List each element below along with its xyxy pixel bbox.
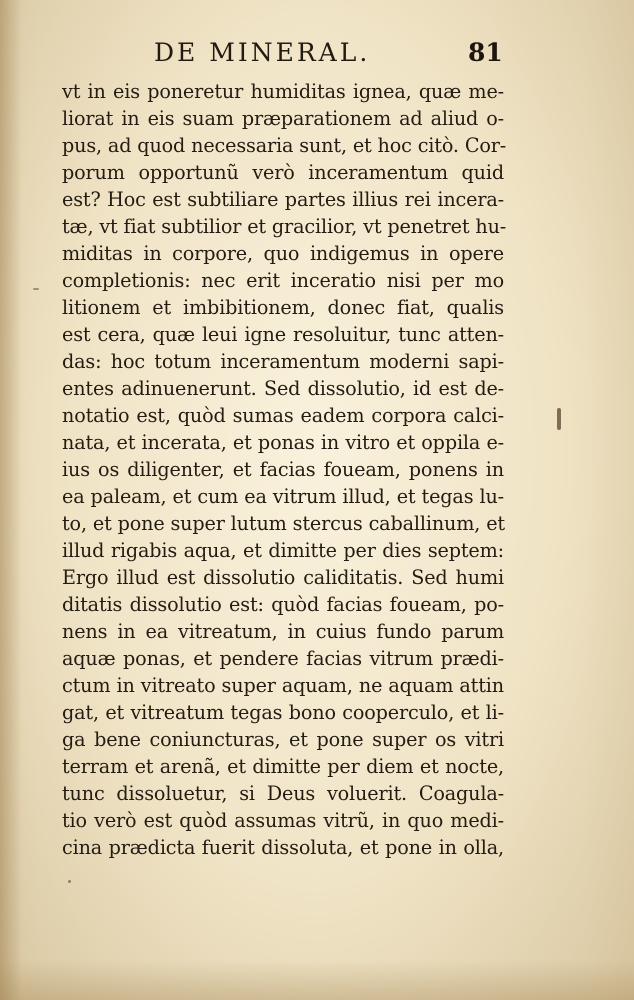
text-line: est? Hoc est subtiliare partes illius rei incera- [62,188,504,211]
ink-speck [68,880,71,883]
text-line: das: hoc totum inceramentum moderni sapi- [62,350,504,373]
text-line: entes adinuenerunt. Sed dissolutio, id est de- [62,377,504,400]
text-line: liorat in eis suam præparationem ad aliud o- [62,107,504,130]
text-line: to, et pone super lutum stercus caballinum, et [62,512,505,535]
body-text [62,78,507,861]
text-line: ctum in vitreato super aquam, ne aquam attin [62,674,504,697]
page-gutter-shadow [0,0,22,1000]
text-line: cina prædicta fuerit dissoluta, et pone in olla, [62,836,504,859]
text-line: gat, et vitreatum tegas bono cooperculo, et li- [62,701,504,724]
page-bottom-shadow [0,960,634,1000]
text-line: nata, et incerata, et ponas in vitro et oppila e- [62,431,504,454]
text-line: ius os diligenter, et facias foueam, ponens in [62,458,504,481]
text-line: tunc dissoluetur, si Deus voluerit. Coagula- [62,782,504,805]
text-line: pus, ad quod necessaria sunt, et hoc citò. Cor- [62,134,507,157]
running-head: DE MINERAL. [154,38,371,67]
text-line: litionem et imbibitionem, donec fiat, qualis [62,296,504,319]
text-line: ga bene coniuncturas, et pone super os vitri [62,728,504,751]
text-line: completionis: nec erit inceratio nisi per mo [62,269,504,292]
text-line: Ergo illud est dissolutio caliditatis. Sed humi [62,566,504,589]
page-number: 81 [468,38,503,67]
text-line: terram et arenã, et dimitte per diem et nocte, [62,755,504,778]
text-line: ea paleam, et cum ea vitrum illud, et tegas lu- [62,485,504,508]
text-line: porum opportunũ verò inceramentum quid [62,161,504,184]
text-line: ditatis dissolutio est: quòd facias foueam, po- [62,593,504,616]
text-line: miditas in corpore, quo indigemus in opere [62,242,504,265]
page-header [62,38,502,72]
ink-speck [33,288,39,290]
text-line: est cera, quæ leui igne resoluitur, tunc atten- [62,323,504,346]
text-line: vt in eis poneretur humiditas ignea, quæ me- [62,80,504,103]
text-line: notatio est, quòd sumas eadem corpora calci- [62,404,504,427]
text-line: tæ, vt fiat subtilior et gracilior, vt penetret hu- [62,215,507,238]
text-line: tio verò est quòd assumas vitrũ, in quo medi- [62,809,504,832]
ink-mark [557,408,561,430]
text-line: aquæ ponas, et pendere facias vitrum prædi- [62,647,504,670]
text-line: illud rigabis aqua, et dimitte per dies septem: [62,539,504,562]
text-line: nens in ea vitreatum, in cuius fundo parum [62,620,504,643]
